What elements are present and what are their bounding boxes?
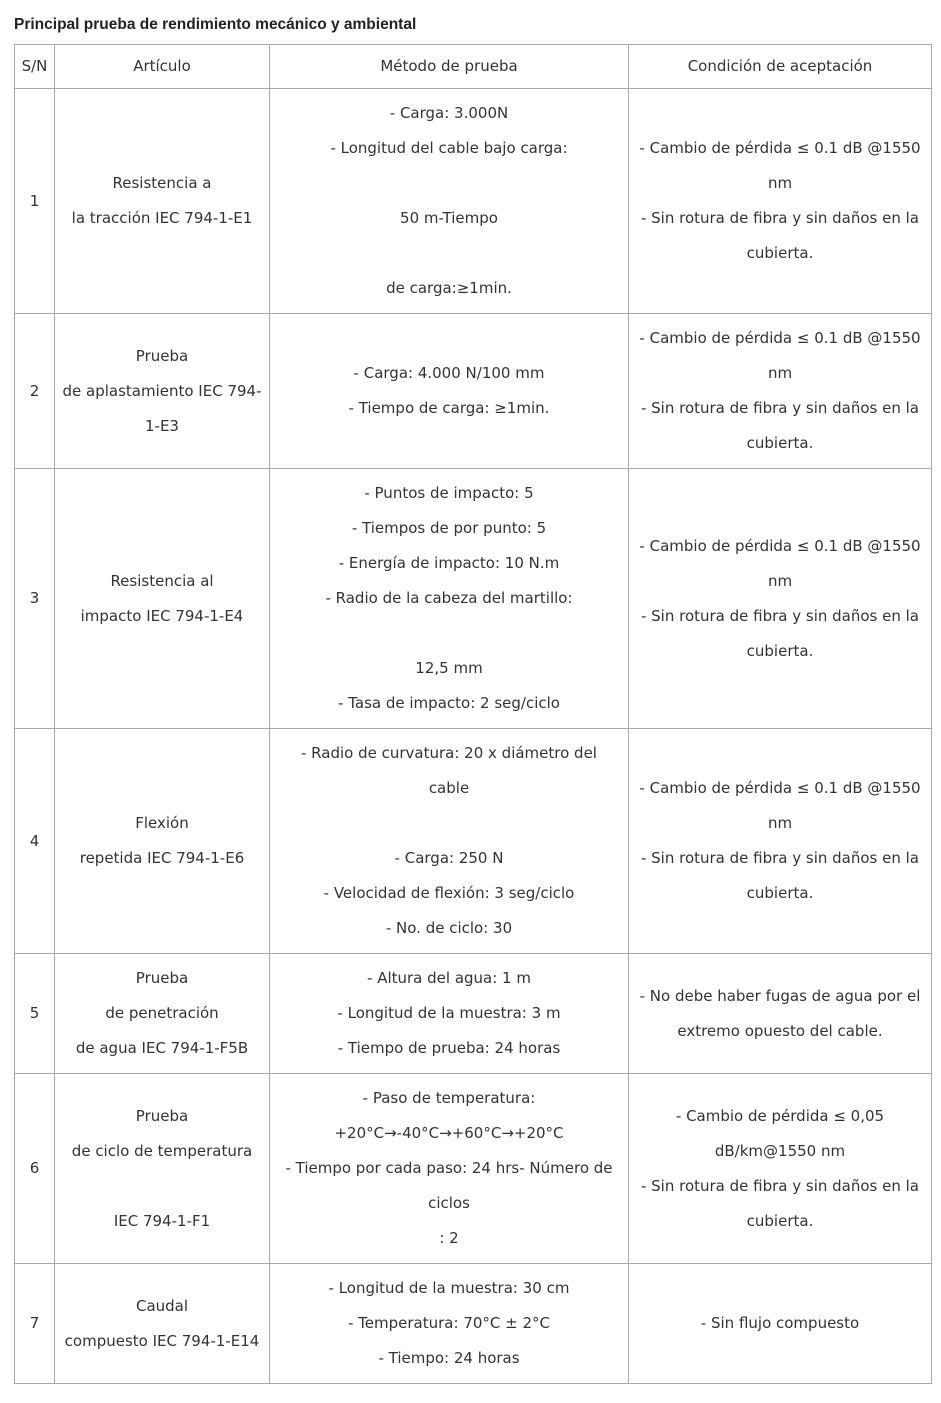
condition-cell bbox=[629, 89, 932, 314]
cell-line: - Tasa de impacto: 2 seg/ciclo bbox=[338, 694, 560, 712]
cell-line bbox=[276, 236, 622, 271]
cell-line: de aplastamiento IEC 794- bbox=[62, 381, 262, 400]
cell-line: - Cambio de pérdida ≤ 0.1 dB @1550 bbox=[639, 536, 921, 555]
table-row bbox=[15, 314, 932, 469]
cell-line: - Tiempos de por punto: 5 bbox=[351, 519, 547, 537]
cell-line: 50 m-Tiempo bbox=[400, 209, 498, 227]
header-method: Método de prueba bbox=[270, 45, 629, 89]
item-cell bbox=[55, 314, 270, 469]
cell-line: - Puntos de impacto: 5 bbox=[364, 484, 534, 502]
header-condition: Condición de aceptación bbox=[629, 45, 932, 89]
cell-line: - Sin rotura de fibra y sin daños en la bbox=[640, 399, 920, 417]
cell-line: nm bbox=[767, 364, 793, 382]
cell-line: - Tiempo de prueba: 24 horas bbox=[337, 1039, 561, 1057]
cell-line: - Cambio de pérdida ≤ 0.1 dB @1550 bbox=[639, 329, 921, 347]
table-row bbox=[15, 469, 932, 729]
table-body bbox=[15, 89, 932, 1384]
cell-line: de penetración bbox=[105, 1004, 219, 1022]
cell-line: nm bbox=[767, 814, 793, 832]
header-sn: S/N bbox=[15, 45, 55, 89]
cell-line: - Carga: 3.000N bbox=[389, 104, 509, 122]
cell-line: - Carga: 250 N bbox=[394, 849, 504, 867]
item-cell bbox=[55, 954, 270, 1074]
cell-line: - Tiempo por cada paso: 24 hrs- Número de bbox=[285, 1159, 613, 1177]
cell-line: - Longitud de la muestra: 3 m bbox=[337, 1004, 561, 1022]
method-cell bbox=[270, 469, 629, 729]
sn-cell: 2 bbox=[15, 314, 55, 469]
cell-line: IEC 794-1-F1 bbox=[113, 1211, 211, 1230]
condition-cell bbox=[629, 1074, 932, 1264]
cell-line: dB/km@1550 nm bbox=[714, 1141, 846, 1160]
sn-cell: 7 bbox=[15, 1264, 55, 1384]
cell-line: - Tiempo de carga: ≥1min. bbox=[348, 399, 550, 417]
condition-cell bbox=[629, 1264, 932, 1384]
cell-line: - Cambio de pérdida ≤ 0,05 bbox=[675, 1106, 885, 1125]
table-row bbox=[15, 729, 932, 954]
cell-line: cubierta. bbox=[746, 1211, 814, 1230]
sn-cell: 5 bbox=[15, 954, 55, 1074]
cell-line: - Longitud del cable bajo carga: bbox=[330, 139, 568, 157]
condition-cell bbox=[629, 469, 932, 729]
cell-line: cubierta. bbox=[746, 434, 814, 452]
cell-line: compuesto IEC 794-1-E14 bbox=[64, 1331, 260, 1350]
cell-line: cable bbox=[428, 779, 470, 797]
cell-line: Prueba bbox=[135, 346, 189, 365]
header-row bbox=[15, 45, 932, 89]
table-row bbox=[15, 89, 932, 314]
cell-line: extremo opuesto del cable. bbox=[677, 1021, 883, 1040]
cell-line: - Cambio de pérdida ≤ 0.1 dB @1550 bbox=[639, 139, 921, 157]
cell-line bbox=[61, 1169, 263, 1204]
sn-cell: 1 bbox=[15, 89, 55, 314]
cell-line: cubierta. bbox=[746, 884, 814, 902]
cell-line: - Velocidad de flexión: 3 seg/ciclo bbox=[323, 884, 575, 902]
cell-line: - Sin rotura de fibra y sin daños en la bbox=[640, 606, 920, 625]
cell-line: 12,5 mm bbox=[415, 659, 483, 677]
method-cell bbox=[270, 314, 629, 469]
cell-line: nm bbox=[767, 571, 793, 590]
cell-line: - Tiempo: 24 horas bbox=[378, 1349, 520, 1367]
cell-line: - Radio de la cabeza del martillo: bbox=[325, 589, 573, 607]
cell-line: - No debe haber fugas de agua por el bbox=[639, 986, 921, 1005]
cell-line: - Energía de impacto: 10 N.m bbox=[338, 554, 560, 572]
cell-line: : 2 bbox=[439, 1229, 459, 1247]
cell-line: - Altura del agua: 1 m bbox=[367, 969, 531, 987]
cell-line: cubierta. bbox=[746, 641, 814, 660]
condition-cell bbox=[629, 954, 932, 1074]
item-cell bbox=[55, 1264, 270, 1384]
cell-line: Resistencia al bbox=[110, 571, 214, 590]
table-row bbox=[15, 1264, 932, 1384]
cell-line: - Paso de temperatura: bbox=[362, 1089, 536, 1107]
sn-cell: 3 bbox=[15, 469, 55, 729]
cell-line: cubierta. bbox=[746, 244, 814, 262]
cell-line bbox=[276, 616, 622, 651]
cell-line: de carga:≥1min. bbox=[386, 279, 512, 297]
cell-line: +20°C→-40°C→+60°C→+20°C bbox=[334, 1124, 564, 1142]
page-title: Principal prueba de rendimiento mecánico y ambiental bbox=[14, 16, 417, 33]
cell-line: - Longitud de la muestra: 30 cm bbox=[328, 1279, 570, 1297]
cell-line: Flexión bbox=[135, 814, 189, 832]
cell-line: nm bbox=[767, 174, 793, 192]
cell-line: - Sin rotura de fibra y sin daños en la bbox=[640, 1176, 920, 1195]
cell-line: Caudal bbox=[135, 1296, 189, 1315]
cell-line: impacto IEC 794-1-E4 bbox=[80, 606, 244, 625]
method-cell bbox=[270, 954, 629, 1074]
item-cell bbox=[55, 729, 270, 954]
cell-line bbox=[276, 806, 622, 841]
cell-line: ciclos bbox=[428, 1194, 470, 1212]
cell-line: la tracción IEC 794-1-E1 bbox=[71, 209, 253, 227]
item-cell bbox=[55, 89, 270, 314]
item-cell bbox=[55, 469, 270, 729]
cell-line: repetida IEC 794-1-E6 bbox=[79, 849, 245, 867]
table-row bbox=[15, 1074, 932, 1264]
table-row bbox=[15, 954, 932, 1074]
cell-line: 1-E3 bbox=[145, 416, 179, 435]
condition-cell bbox=[629, 729, 932, 954]
cell-line: - Sin rotura de fibra y sin daños en la bbox=[640, 849, 920, 867]
cell-line: - Carga: 4.000 N/100 mm bbox=[353, 364, 545, 382]
cell-line: de ciclo de temperatura bbox=[71, 1141, 253, 1160]
method-cell bbox=[270, 89, 629, 314]
sn-cell: 6 bbox=[15, 1074, 55, 1264]
test-table bbox=[14, 44, 932, 1384]
method-cell bbox=[270, 729, 629, 954]
header-item: Artículo bbox=[55, 45, 270, 89]
cell-line bbox=[276, 166, 622, 201]
item-cell bbox=[55, 1074, 270, 1264]
cell-line: de agua IEC 794-1-F5B bbox=[75, 1039, 249, 1057]
method-cell bbox=[270, 1264, 629, 1384]
cell-line: - Cambio de pérdida ≤ 0.1 dB @1550 bbox=[639, 779, 921, 797]
cell-line: - Sin rotura de fibra y sin daños en la bbox=[640, 209, 920, 227]
cell-line: Resistencia a bbox=[112, 174, 212, 192]
cell-line: - Sin flujo compuesto bbox=[700, 1314, 860, 1332]
sn-cell: 4 bbox=[15, 729, 55, 954]
method-cell bbox=[270, 1074, 629, 1264]
cell-line: - Radio de curvatura: 20 x diámetro del bbox=[301, 744, 597, 762]
cell-line: Prueba bbox=[135, 1106, 189, 1125]
cell-line: - Temperatura: 70°C ± 2°C bbox=[348, 1314, 550, 1332]
cell-line: Prueba bbox=[135, 969, 189, 987]
cell-line: - No. de ciclo: 30 bbox=[385, 919, 513, 937]
condition-cell bbox=[629, 314, 932, 469]
